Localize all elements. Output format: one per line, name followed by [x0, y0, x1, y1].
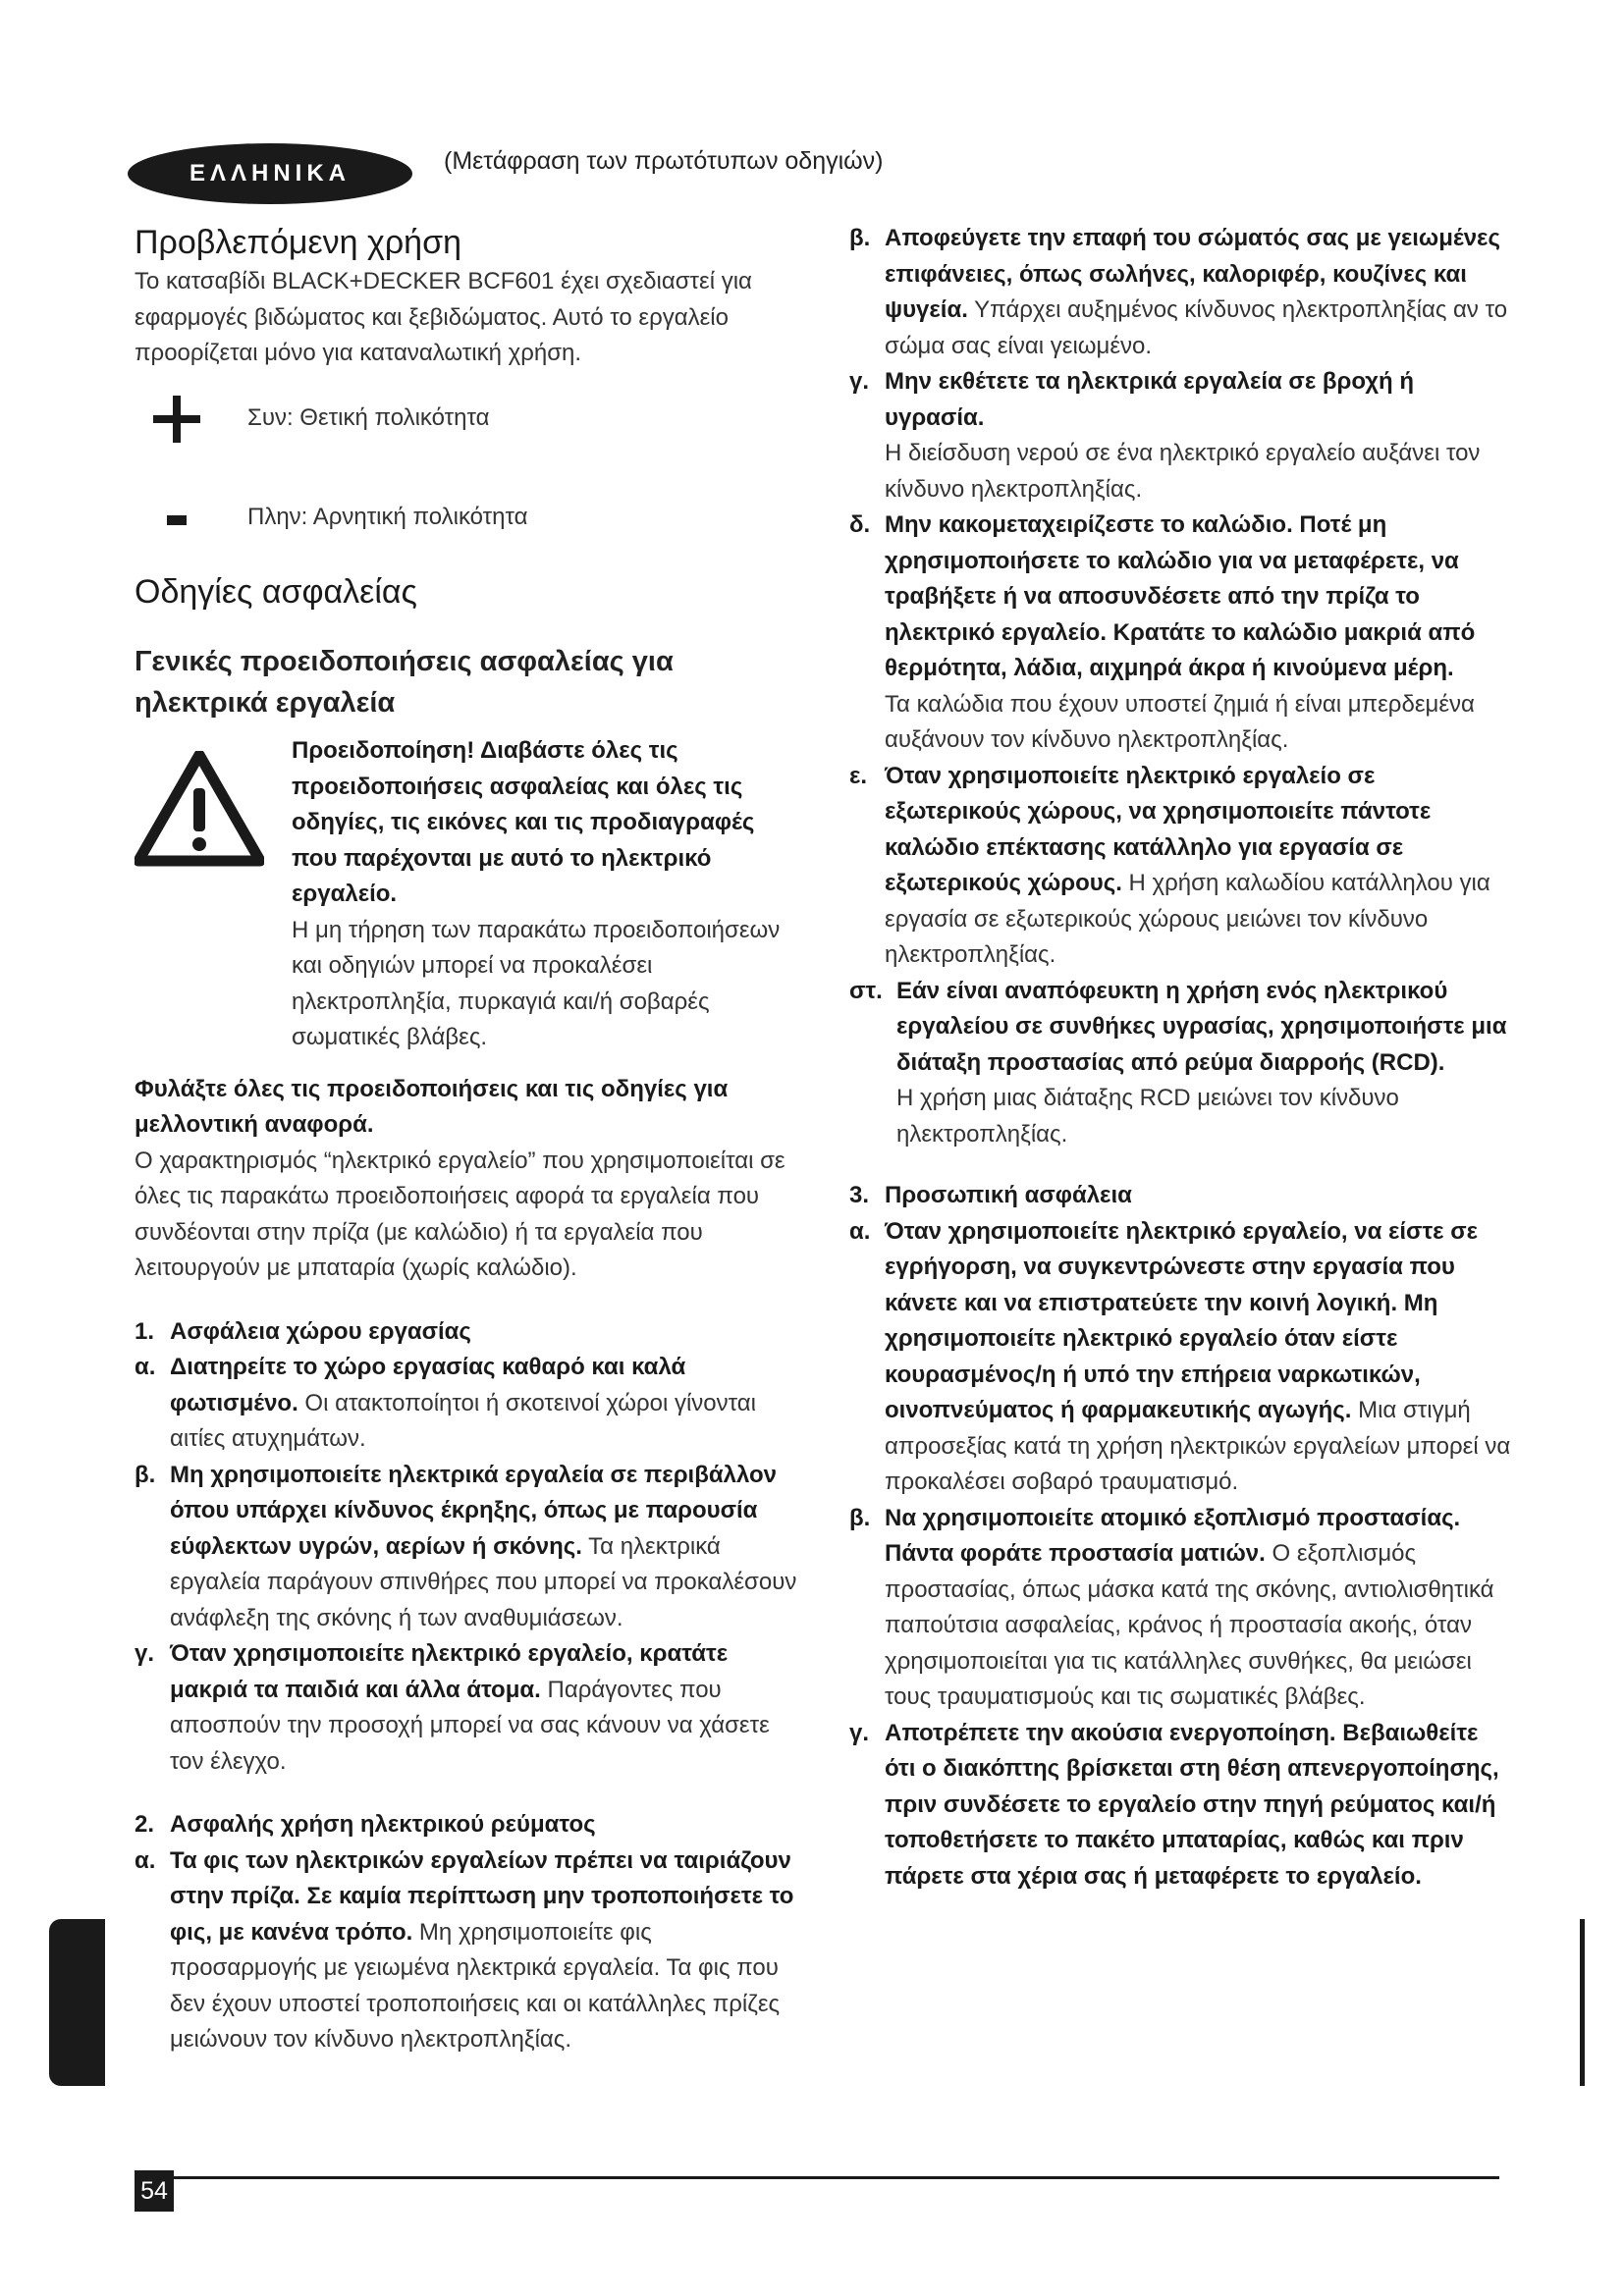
item-text: Η χρήση μιας διάταξης RCD μειώνει τον κίνδυνο ηλεκτροπληξίας.	[896, 1085, 1399, 1148]
item-label: ε.	[849, 762, 868, 789]
item-label: α.	[135, 1354, 156, 1380]
item-text: Η χρήση καλωδίου κατάλληλου για εργασία σε εξωτερικούς χώρους μειώνει τον κίνδυνο ηλεκτροπληξίας.	[885, 870, 1490, 968]
section-3-heading	[849, 1178, 1512, 1214]
section-title: Ασφαλής χρήση ηλεκτρικού ρεύματος	[170, 1811, 596, 1838]
item-text: Η διείσδυση νερού σε ένα ηλεκτρικό εργαλείο αυξάνει τον κίνδυνο ηλεκτροπληξίας.	[885, 440, 1481, 503]
section-number: 3.	[849, 1182, 870, 1208]
keep-instructions-text: Ο χαρακτηρισμός “ηλεκτρικό εργαλείο” που χρησιμοποιείται σε όλες τις παρακάτω προειδοποιήσεις αφορά τα εργαλεία που συνδέονται στην πρίζα (με καλώδιο) ή τα εργαλεία που λειτουργούν με μπαταρία (χωρίς καλώδιο).	[135, 1147, 785, 1281]
item-bold: Αποτρέπετε την ακούσια ενεργοποίηση. Βεβαιωθείτε ότι ο διακόπτης βρίσκεται στη θέση απενεργοποίησης, πριν συνδέσετε το εργαλείο στην πηγή ρεύματος και/ή τοποθετήσετε το πακέτο μπαταρίας, καθώς και πριν πάρετε στα χέρια σας ή μεταφέρετε το εργαλείο.	[885, 1719, 1499, 1890]
item-text: Ο εξοπλισμός προστασίας, όπως μάσκα κατά της σκόνης, αντιολισθητικά παπούτσια ασφαλείας, κράνος ή προστασία ακοής, όταν χρησιμοποιείται για τις κατάλληλες συνθήκες, θα μειώσει τους τραυματισμούς και τις σωματικές βλάβες.	[885, 1540, 1494, 1710]
polarity-minus	[135, 500, 802, 536]
translation-note: (Μετάφραση των πρωτότυπων οδηγιών)	[444, 147, 884, 175]
section-number: 1.	[135, 1317, 155, 1345]
section-1-heading	[135, 1314, 802, 1351]
item-text: Υπάρχει αυξημένος κίνδυνος ηλεκτροπληξίας αν το σώμα σας είναι γειωμένο.	[885, 296, 1508, 359]
item-text: Μη χρησιμοποιείτε φις προσαρμογής με γειωμένα ηλεκτρικά εργαλεία. Τα φις που δεν έχουν υποστεί τροποποιήσεις και οι κατάλληλες πρίζες μειώνουν τον κίνδυνο ηλεκτροπληξίας.	[170, 1918, 781, 2053]
item-text: Μια στιγμή απροσεξίας κατά τη χρήση ηλεκτρικών εργαλείων μπορεί να προκαλέσει σοβαρό τραυματισμό.	[885, 1397, 1511, 1495]
warning-triangle-icon	[135, 733, 292, 1056]
language-badge: ΕΛΛΗΝΙΚΑ	[128, 143, 412, 204]
list-item	[135, 1636, 802, 1780]
list-item	[135, 1350, 802, 1458]
item-label: γ.	[849, 368, 870, 395]
section-title: Προσωπική ασφάλεια	[885, 1182, 1132, 1208]
minus-label: Πλην: Αρνητική πολικότητα	[247, 503, 528, 530]
page-number: 54	[135, 2170, 174, 2212]
section-number: 2.	[135, 1811, 155, 1838]
left-column	[135, 221, 802, 2058]
list-item	[849, 364, 1512, 507]
minus-icon	[135, 507, 218, 527]
right-column	[849, 221, 1512, 1895]
list-item	[849, 507, 1512, 759]
list-item	[849, 759, 1512, 974]
item-bold: Εάν είναι αναπόφευκτη η χρήση ενός ηλεκτρικού εργαλείου σε συνθήκες υγρασίας, χρησιμοποιήστε μια διάταξη προστασίας από ρεύμα διαρροής (RCD).	[896, 977, 1507, 1076]
item-label: γ.	[849, 1719, 870, 1746]
item-bold: Μη χρησιμοποιείτε ηλεκτρικά εργαλεία σε περιβάλλον όπου υπάρχει κίνδυνος έκρηξης, όπως με παρουσία εύφλεκτων υγρών, αερίων ή σκόνης.	[170, 1461, 778, 1560]
item-bold: Όταν χρησιμοποιείτε ηλεκτρικό εργαλείο, κρατάτε μακριά τα παιδιά και άλλα άτομα.	[170, 1640, 729, 1703]
list-item	[849, 1214, 1512, 1501]
item-label: α.	[135, 1846, 156, 1874]
item-bold: Να χρησιμοποιείτε ατομικό εξοπλισμό προστασίας. Πάντα φοράτε προστασία ματιών.	[885, 1504, 1461, 1567]
safety-title: Οδηγίες ασφαλείας	[135, 573, 417, 611]
footer-rule	[135, 2176, 1499, 2179]
item-bold: Όταν χρησιμοποιείτε ηλεκτρικό εργαλείο σε εξωτερικούς χώρους, να χρησιμοποιείτε πάντοτε καλώδιο επέκτασης κατάλληλο για εργασία σε εξωτερικούς χώρους.	[885, 762, 1432, 896]
intended-use-title: Προβλεπόμενη χρήση	[135, 224, 461, 261]
item-bold: Μην εκθέτετε τα ηλεκτρικά εργαλεία σε βροχή ή υγρασία.	[885, 368, 1414, 431]
item-bold: Μην κακομεταχειρίζεστε το καλώδιο. Ποτέ μη χρησιμοποιήσετε το καλώδιο για να μεταφέρετε, να τραβήξετε ή να αποσυνδέσετε από την πρίζα το ηλεκτρικό εργαλείο. Κρατάτε το καλώδιο μακριά από θερμότητα, λάδια, αιχμηρά άκρα ή κινούμενα μέρη.	[885, 511, 1476, 681]
item-bold: Αποφεύγετε την επαφή του σώματός σας με γειωμένες επιφάνειες, όπως σωλήνες, καλοριφέρ, κουζίνες και ψυγεία.	[885, 225, 1500, 323]
warning-block	[135, 733, 802, 1056]
right-margin-bar	[1580, 1919, 1585, 2086]
warning-text: Η μη τήρηση των παρακάτω προειδοποιήσεων και οδηγιών μπορεί να προκαλέσει ηλεκτροπληξία, πυρκαγιά και/ή σοβαρές σωματικές βλάβες.	[292, 916, 781, 1050]
section-2-heading	[135, 1807, 802, 1843]
item-text: Τα ηλεκτρικά εργαλεία παράγουν σπινθήρες που μπορεί να προκαλέσουν ανάφλεξη της σκόνης ή των αναθυμιάσεων.	[170, 1532, 797, 1631]
list-item	[849, 1501, 1512, 1716]
intended-use-text: Το κατσαβίδι BLACK+DECKER BCF601 έχει σχεδιαστεί για εφαρμογές βιδώματος και ξεβιδώματος. Αυτό το εργαλείο προορίζεται μόνο για καταναλωτική χρήση.	[135, 268, 752, 366]
item-bold: Διατηρείτε το χώρο εργασίας καθαρό και καλά φωτισμένο.	[170, 1354, 686, 1416]
item-label: γ.	[135, 1640, 155, 1667]
list-item	[135, 1458, 802, 1637]
item-label: β.	[849, 225, 871, 251]
item-bold: Τα φις των ηλεκτρικών εργαλείων πρέπει να ταιριάζουν στην πρίζα. Σε καμία περίπτωση μην τροποποιήσετε το φις, με κανένα τρόπο.	[170, 1846, 794, 1946]
list-item	[849, 974, 1512, 1153]
item-label: β.	[135, 1461, 156, 1488]
list-item	[135, 1843, 802, 2058]
item-label: α.	[849, 1217, 871, 1245]
warning-bold-text: Προειδοποίηση! Διαβάστε όλες τις προειδοποιήσεις ασφαλείας και όλες τις οδηγίες, τις εικόνες και τις προδιαγραφές που παρέχονται με αυτό το ηλεκτρικό εργαλείο.	[292, 737, 755, 907]
item-text: Οι ατακτοποίητοι ή σκοτεινοί χώροι γίνονται αιτίες ατυχημάτων.	[170, 1389, 756, 1452]
polarity-plus	[135, 396, 802, 443]
side-tab-marker	[49, 1919, 105, 2086]
item-text: Παράγοντες που αποσπούν την προσοχή μπορεί να σας κάνουν να χάσετε τον έλεγχο.	[170, 1676, 770, 1775]
item-label: β.	[849, 1504, 871, 1531]
plus-label: Συν: Θετική πολικότητα	[247, 404, 490, 432]
item-text: Τα καλώδια που έχουν υποστεί ζημιά ή είναι μπερδεμένα αυξάνουν τον κίνδυνο ηλεκτροπληξίας.	[885, 690, 1475, 753]
list-item	[849, 221, 1512, 364]
general-warnings-title: Γενικές προειδοποιήσεις ασφαλείας για ηλεκτρικά εργαλεία	[135, 646, 674, 719]
section-title: Ασφάλεια χώρου εργασίας	[170, 1317, 471, 1345]
list-item	[849, 1716, 1512, 1896]
item-label: στ.	[849, 977, 883, 1004]
item-label: δ.	[849, 511, 871, 538]
plus-icon	[135, 396, 218, 443]
keep-instructions-bold: Φυλάξτε όλες τις προειδοποιήσεις και τις οδηγίες για μελλοντική αναφορά.	[135, 1075, 729, 1138]
item-bold: Όταν χρησιμοποιείτε ηλεκτρικό εργαλείο, να είστε σε εγρήγορση, να συγκεντρώνεστε στην εργασία που κάνετε και να επιστρατεύετε την κοινή λογική. Μη χρησιμοποιείτε ηλεκτρικό εργαλείο όταν είστε κουρασμένος/η ή υπό την επήρεια ναρκωτικών, οινοπνεύματος ή φαρμακευτικής αγωγής.	[885, 1217, 1479, 1423]
